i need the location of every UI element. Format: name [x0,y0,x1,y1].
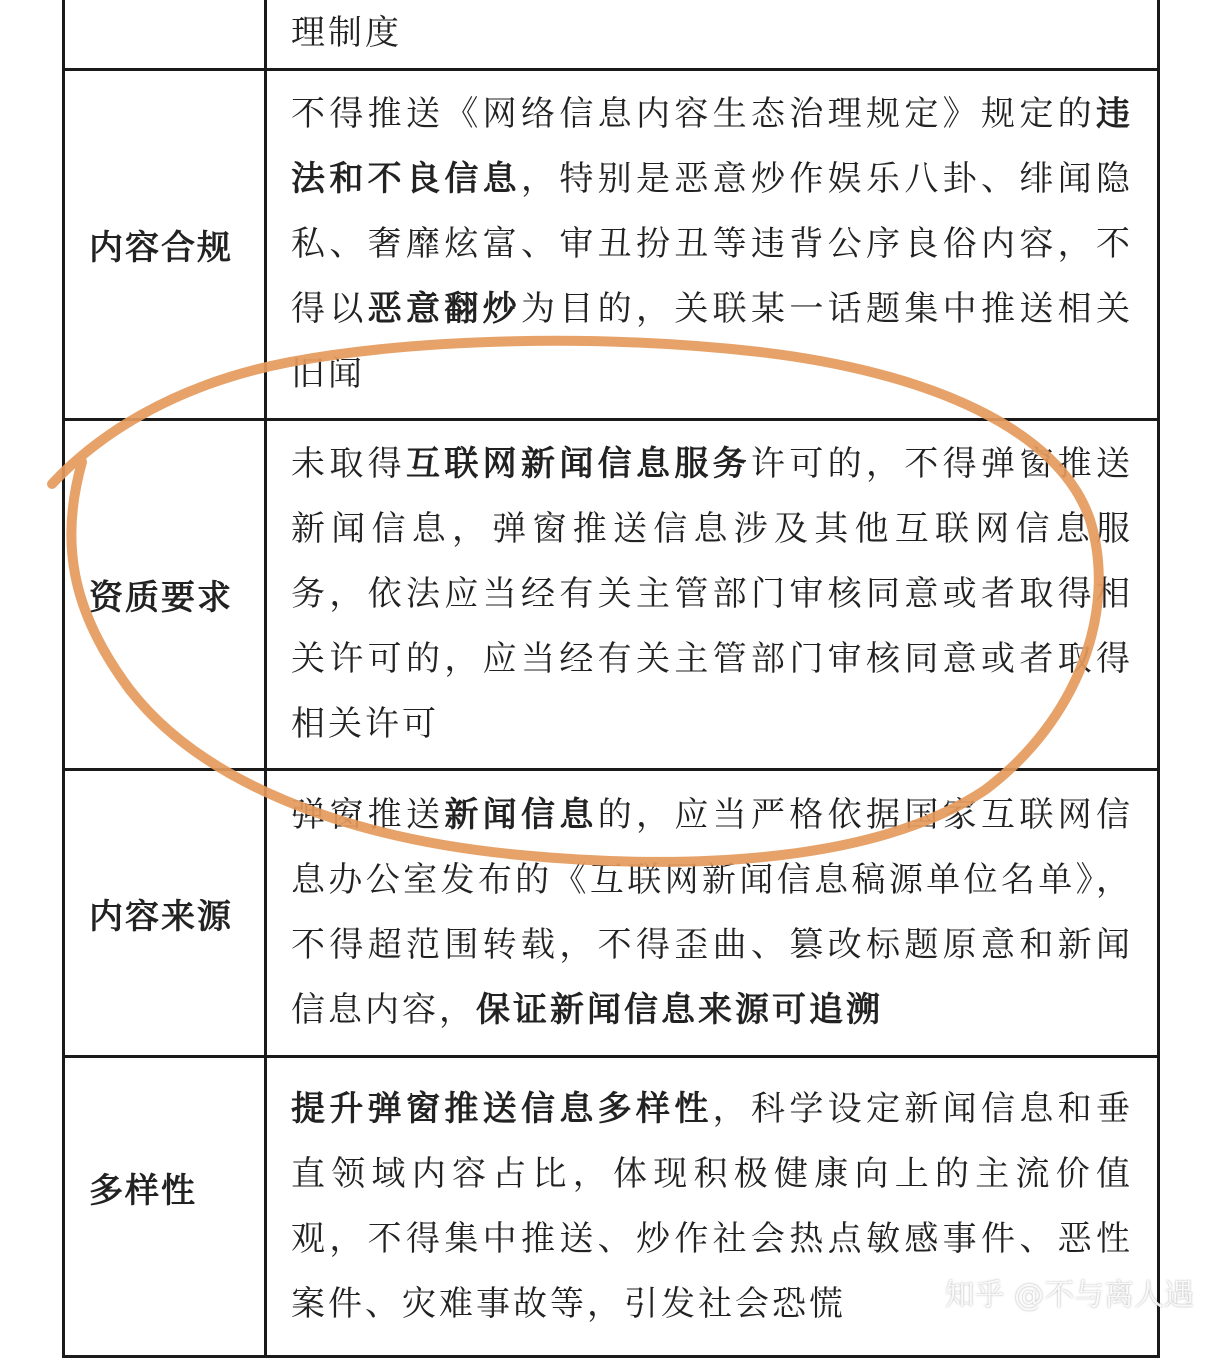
text-segment: ，科学设定新闻信息和垂直领域内容占比，体现积极健康向上的主流价值观，不得集中推送、炒作社会热点敏感事件、恶性案件、灾难事故等，引发社会恐慌 [291,1088,1134,1324]
bold-text-segment: 恶意翻炒 [367,289,522,329]
bold-text-segment: 保证新闻信息来源可追溯 [476,990,883,1030]
row-content [266,770,1159,1057]
table-row [64,420,1159,770]
table-row [64,770,1159,1057]
watermark: 知乎 @不与离人遇 [944,1278,1194,1313]
table-row [64,70,1159,420]
row-label: 多样性 [64,1057,266,1357]
text-segment: 不得推送《网络信息内容生态治理规定》规定的 [291,94,1096,134]
text-segment: 许可的，不得弹窗推送新闻信息，弹窗推送信息涉及其他互联网信息服务，依法应当经有关主管部门审核同意或者取得相关许可的，应当经有关主管部门审核同意或者取得相关许可 [291,444,1133,744]
text-segment: 的，应当严格依据国家互联网信息办公室发布的《互联网新闻信息稿源单位名单》，不得超范围转载，不得歪曲、篡改标题原意和新闻信息内容， [291,795,1134,1030]
text-segment: 弹窗推送 [291,795,445,835]
text-segment: 为目的，关联某一话题集中推送相关旧闻 [291,289,1134,394]
row-content [266,420,1159,770]
row-content [266,0,1159,70]
bold-text-segment: 新闻信息 [444,795,598,835]
text-segment: 理制度 [291,13,402,53]
row-label: 资质要求 [64,420,266,770]
bold-text-segment: 违法和不良信息 [291,94,1133,199]
text-segment: 未取得 [291,444,406,484]
row-content [266,70,1159,420]
regulation-table [62,0,1160,1358]
bold-text-segment: 提升弹窗推送信息多样性 [291,1088,713,1129]
bold-text-segment: 互联网新闻信息服务 [406,444,751,484]
row-label: 内容来源 [64,770,266,1057]
text-segment: ，特别是恶意炒作娱乐八卦、绯闻隐私、奢靡炫富、审丑扮丑等违背公序良俗内容，不得以 [291,159,1133,329]
row-label: 内容合规 [64,70,266,420]
table-row [64,0,1159,70]
row-label [64,0,266,70]
